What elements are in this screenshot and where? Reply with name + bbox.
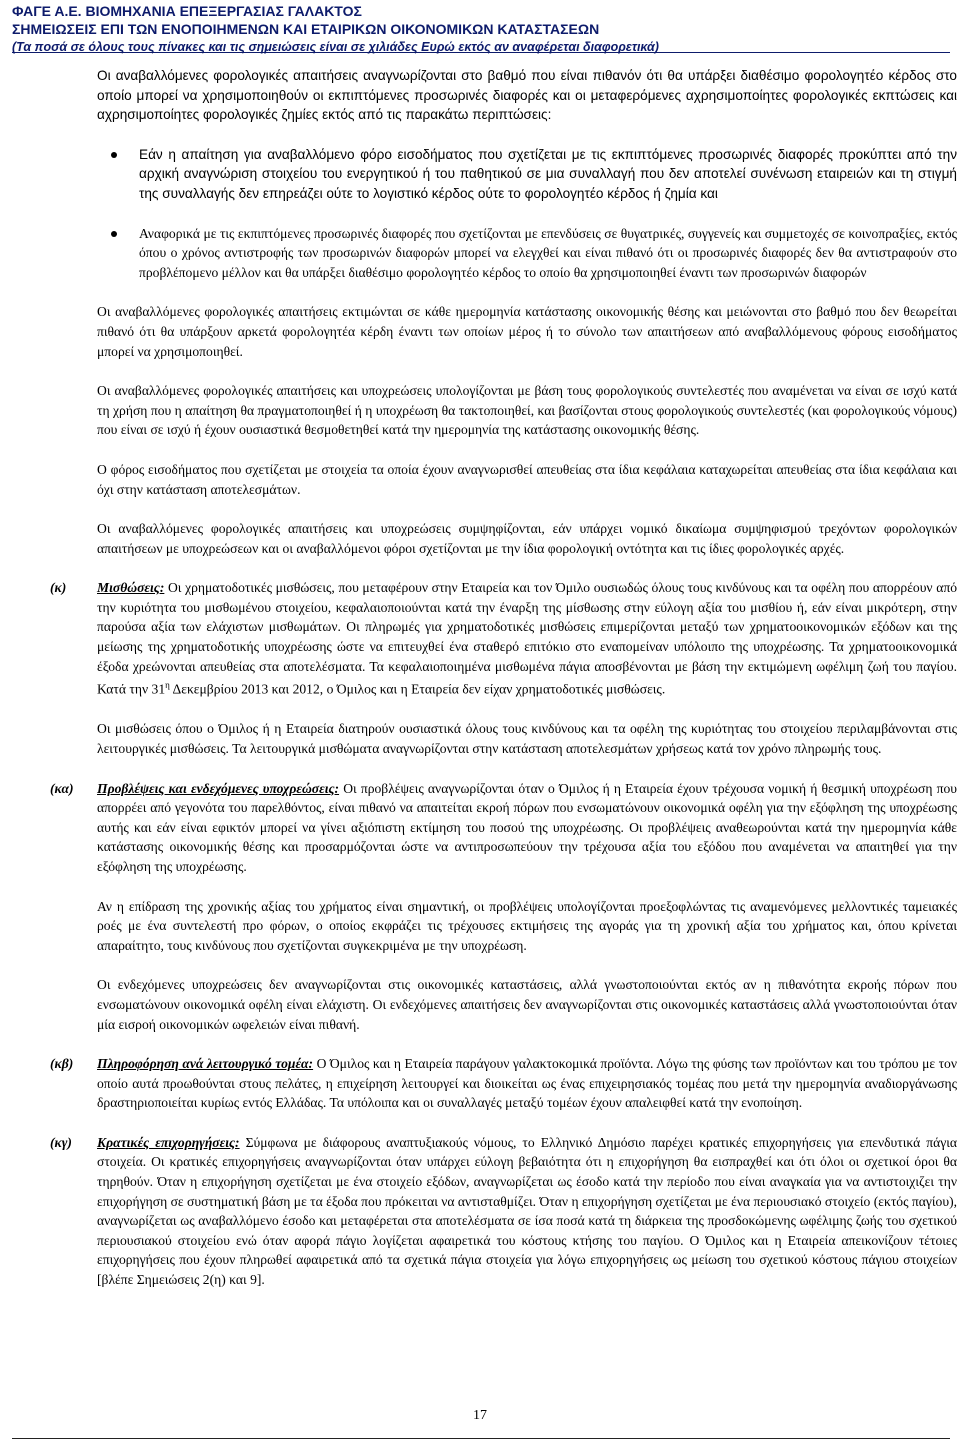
intro-paragraph: Οι αναβαλλόμενες φορολογικές απαιτήσεις αναγνωρίζονται στο βαθμό που είναι πιθανόν ότι θα υπάρξει διαθέσιμο φορολογητέο κέρδος στο οποίο μπορεί να χρησιμοποιηθούν οι εκπιπτόμενες προσωρινές διαφορές και οι μεταφερόμενες αχρησιμοποίητες φορολογικές εκπτώσεις και αχρησιμοποίητες φορολογικές ζημίες εκτός από τις παρακάτω περιπτώσεις: [97,68,957,123]
list-item [97,224,957,283]
note-letter: (κα) [50,780,74,796]
note-grants [50,1133,957,1290]
note-heading: Κρατικές επιχορηγήσεις: [97,1134,240,1150]
note-letter: (κβ) [50,1056,74,1072]
note-body: Οι προβλέψεις αναγνωρίζονται όταν ο Όμιλος ή η Εταιρεία έχουν τρέχουσα νομική ή θεσμική υποχρέωση που απορρέει από γεγονότα του παρελθόντος, είναι πιθανό να απαιτείται εκροή πόρων που ενσωματώνουν οικονομικά οφέλη για την εξόφληση της υποχρέωσης αυτής και εάν είναι εφικτόν μπορεί να γίνει αξιόπιστη εκτίμηση του ποσού της υποχρέωσης. Οι προβλέψεις αναθεωρούνται κατά την ημερομηνία κάθε κατάστασης οικονομικής θέσης και προσαρμόζονται ώστε να αντιπροσωπεύουν την τρέχουσα αξία του εξόδου που αναμένεται να απαιτηθεί για την εξόφληση της υποχρέωσης. [97,780,957,874]
ordinal-suffix: η [165,680,170,691]
note-text [97,779,957,877]
company-name: ΦΑΓΕ Α.Ε. ΒΙΟΜΗΧΑΝΙΑ ΕΠΕΞΕΡΓΑΣΙΑΣ ΓΑΛΑΚΤΟΣ [12,3,362,19]
page-number: 17 [473,1408,487,1423]
note-heading: Προβλέψεις και ενδεχόμενες υποχρεώσεις: [97,780,340,796]
note-letter: (κ) [50,580,67,596]
body-paragraph: Οι αναβαλλόμενες φορολογικές απαιτήσεις και υποχρεώσεις υπολογίζονται με βάση τους φορολογικούς συντελεστές που αναμένεται να είναι σε ισχύ κατά τη χρήση που η απαίτηση θα πραγματοποιηθεί ή η υποχρέωση θα τακτοποιηθεί, και βασίζονται στους φορολογικούς συντελεστές (και φορολογικούς νόμους) που είναι σε ισχύ ή έχουν ουσιαστικά θεσμοθετηθεί κατά την ημερομηνία της κατάστασης οικονομικής θέσης. [97,383,957,438]
note-extra-paragraph: Αν η επίδραση της χρονικής αξίας του χρήματος είναι σημαντική, οι προβλέψεις υπολογίζονται προεξοφλώντας τις αναμενόμενες μελλοντικές ταμειακές ροές με ένα συντελεστή προ φόρων, ο οποίος εκφράζει τις τρέχουσες εκτιμήσεις της αγοράς για τη χρονική αξία του χρήματος και, όπου κρίνεται απαραίτητο, τους κινδύνους που σχετίζονται συγκεκριμένα με την υποχρέωση. [97,898,957,953]
exception-list [97,145,957,283]
bullet-icon [111,231,117,237]
body-paragraph: Ο φόρος εισοδήματος που σχετίζεται με στοιχεία τα οποία έχουν αναγνωρισθεί απευθείας στα ίδια κεφάλαια καταχωρείται απευθείας στα ίδια κεφάλαια και όχι στην κατάσταση αποτελεσμάτων. [97,461,957,497]
note-extra-paragraph: Οι ενδεχόμενες υποχρεώσεις δεν αναγνωρίζονται στις οικονομικές καταστάσεις, αλλά γνωστοποιούνται εκτός αν η πιθανότητα εκροής πόρων που ενσωματώνουν οικονομικά οφέλη είναι ελάχιστη. Οι ενδεχόμενες απαιτήσεις δεν αναγνωρίζονται στις οικονομικές καταστάσεις αλλά γνωστοποιούνται όταν μία εισροή οικονομικών ωφελειών είναι πιθανή. [97,977,957,1032]
body-paragraph: Οι αναβαλλόμενες φορολογικές απαιτήσεις εκτιμώνται σε κάθε ημερομηνία κατάστασης οικονομικής θέσης και μειώνονται στο βαθμό που δεν θεωρείται πιθανό ότι θα υπάρξουν αρκετά φορολογητέα κέρδη έναντι των οποίων μέρος ή το σύνολο των απαιτήσεων από αναβαλλόμενους φόρους εισοδήματος μπορεί να χρησιμοποιηθεί. [97,304,957,359]
header-divider [12,52,950,53]
note-provisions [50,779,957,1035]
footer-divider [12,1438,950,1439]
body-paragraph: Οι αναβαλλόμενες φορολογικές απαιτήσεις και υποχρεώσεις συμψηφίζονται, εάν υπάρχει νομικό δικαίωμα συμψηφισμού τρεχόντων φορολογικών απαιτήσεων με υποχρεώσεων και οι αναβαλλόμενοι φόροι σχετίζονται με την ίδια φορολογική οντότητα και τις ίδιες φορολογικές αρχές. [97,521,957,556]
note-letter: (κγ) [50,1134,72,1150]
note-body: Ο Όμιλος και η Εταιρεία παράγουν γαλακτοκομικά προϊόντα. Λόγω της φύσης των προϊόντων και του τρόπου με τον οποίο αυτά προωθούνται στους πελάτες, η επιχείρηση λειτουργεί και διοικείται ως ένας επιχειρησιακός τομέας που μετά την ημερομηνία αναδιοργάνωσης δραστηριοποιείται κυρίως εντός Ελλάδας. Τα υπόλοιπα και οι συναλλαγές μεταξύ τομέων έχουν απαλειφθεί κατά την ενοποίηση. [97,1056,957,1111]
list-item-text: Εάν η απαίτηση για αναβαλλόμενο φόρο εισοδήματος που σχετίζεται με τις εκπιπτόμενες προσωρινές διαφορές προκύπτει από την αρχική αναγνώριση στοιχείου του ενεργητικού ή του παθητικού σε μια συναλλαγή που δεν αποτελεί συνένωση εταιρειών και τη στιγμή της συναλλαγής δεν επηρεάζει ούτε το λογιστικό κέρδος ούτε το φορολογητέο κέρδος ή ζημία και [139,146,957,201]
amounts-note: (Τα ποσά σε όλους τους πίνακες και τις σημειώσεις είναι σε χιλιάδες Ευρώ εκτός αν αναφέρεται διαφορετικά) [12,40,659,54]
note-heading: Πληροφόρηση ανά λειτουργικό τομέα: [97,1056,314,1072]
note-text [97,1054,957,1113]
note-extra-paragraph: Οι μισθώσεις όπου ο Όμιλος ή η Εταιρεία διατηρούν ουσιαστικά όλους τους κινδύνους και τα οφέλη της κυριότητας του στοιχείου περιλαμβάνονται στις λειτουργικές μισθώσεις. Τα λειτουργικά μισθώματα αναγνωρίζονται στην κατάσταση αποτελεσμάτων χρήσεως κατά τον χρόνο πληρωμής τους. [97,721,957,756]
bullet-icon [111,152,117,158]
document-header [12,2,952,56]
note-text [97,578,957,699]
note-body-continued: Δεκεμβρίου 2013 και 2012, ο Όμιλος και η Εταιρεία δεν είχαν χρηματοδοτικές μισθώσεις. [169,681,666,697]
note-heading: Μισθώσεις: [97,580,165,596]
note-body: Οι χρηματοδοτικές μισθώσεις, που μεταφέρουν στην Εταιρεία και τον Όμιλο ουσιωδώς όλους τους κινδύνους και τα οφέλη που απορρέουν από την κυριότητα του μισθωμένου στοιχείου, κεφαλαιοποιούνται κατά την έναρξη της μίσθωσης στην εύλογη αξία του μισθίου ή, εάν είναι μικρότερη, στην παρούσα αξία των ελάχιστων μισθωμάτων. Οι πληρωμές για χρηματοδοτικές μισθώσεις επιμερίζονται μεταξύ των χρηματοοικονομικών εξόδων και της μείωσης της χρηματοδοτικής υποχρέωσης ώστε να επιτευχθεί ένα σταθερό επιτόκιο στο εναπομείναν υπόλοιπο της υποχρέωσης. Τα χρηματοοικονομικά έξοδα χρεώνονται απευθείας στα αποτελέσματα. Τα κεφαλαιοποιημένα μισθωμένα πάγια αποσβένονται με βάση την εκτιμώμενη ωφέλιμη ζωή του παγίου. Κατά την 31 [97,580,957,697]
note-text [97,1133,957,1290]
list-item [97,145,957,204]
page-content [50,66,957,1290]
note-leases [50,578,957,758]
note-body: Σύμφωνα με διάφορους αναπτυξιακούς νόμους, το Ελληνικό Δημόσιο παρέχει κρατικές επιχορηγήσεις για επενδυτικά πάγια στοιχεία. Οι κρατικές επιχορηγήσεις αναγνωρίζονται όταν υπάρχει εύλογη βεβαιότητα ότι η επιχορήγηση θα εισπραχθεί και ότι όλοι οι σχετικοί όροι θα τηρηθούν. Όταν η επιχορήγηση σχετίζεται με ένα στοιχείο εξόδων, αναγνωρίζεται ως έσοδο κατά την περίοδο που είναι αναγκαία για να αντιστοιχιζει την επιχορήγηση σε συστηματική βάση με τα έξοδα που πρόκειται να αντισταθμίζει. Όταν η επιχορήγηση σχετίζεται με ένα περιουσιακό στοιχείο (εκτός παγίου), αναγνωρίζεται ως αναβαλλόμενο έσοδο και μεταφέρεται στα αποτελέσματα σε ίσα ποσά κατά τη διάρκεια της προσδοκώμενης ωφέλιμης ζωής του σχετικού περιουσιακού στοιχείου ενώ όταν αφορά πάγιο λογίζεται αφαιρετικά του κόστους κτήσης του παγίου. Ο Όμιλος και η Εταιρεία απεικονίζουν τέτοιες επιχορηγήσεις που έχουν πληρωθεί αφαιρετικά από τα σχετικά πάγια στοιχεία για λόγω επιχορηγήσεις ως μείωση του σχετικού κόστους πάγιου στοιχείων [βλέπε Σημειώσεις 2(η) και 9]. [97,1134,957,1288]
list-item-text: Αναφορικά με τις εκπιπτόμενες προσωρινές διαφορές που σχετίζονται με επενδύσεις σε θυγατρικές, συγγενείς και συμμετοχές σε κοινοπραξίες, εκτός όπου ο χρόνος αντιστροφής των προσωρινών διαφορών μπορεί να ελεγχθεί και είναι πιθανό ότι οι προσωρινές διαφορές δεν θα αντιστραφούν στο προβλέπομενο μέλλον και θα υπάρξει διαθέσιμο φορολογητέο κέρδος το οποίο θα χρησιμοποιηθεί έναντι των προσωρινών διαφορών [139,225,957,280]
document-title: ΣΗΜΕΙΩΣΕΙΣ ΕΠΙ ΤΩΝ ΕΝΟΠΟΙΗΜΕΝΩΝ ΚΑΙ ΕΤΑΙΡΙΚΩΝ ΟΙΚΟΝΟΜΙΚΩΝ ΚΑΤΑΣΤΑΣΕΩΝ [12,21,600,37]
note-segments [50,1054,957,1113]
